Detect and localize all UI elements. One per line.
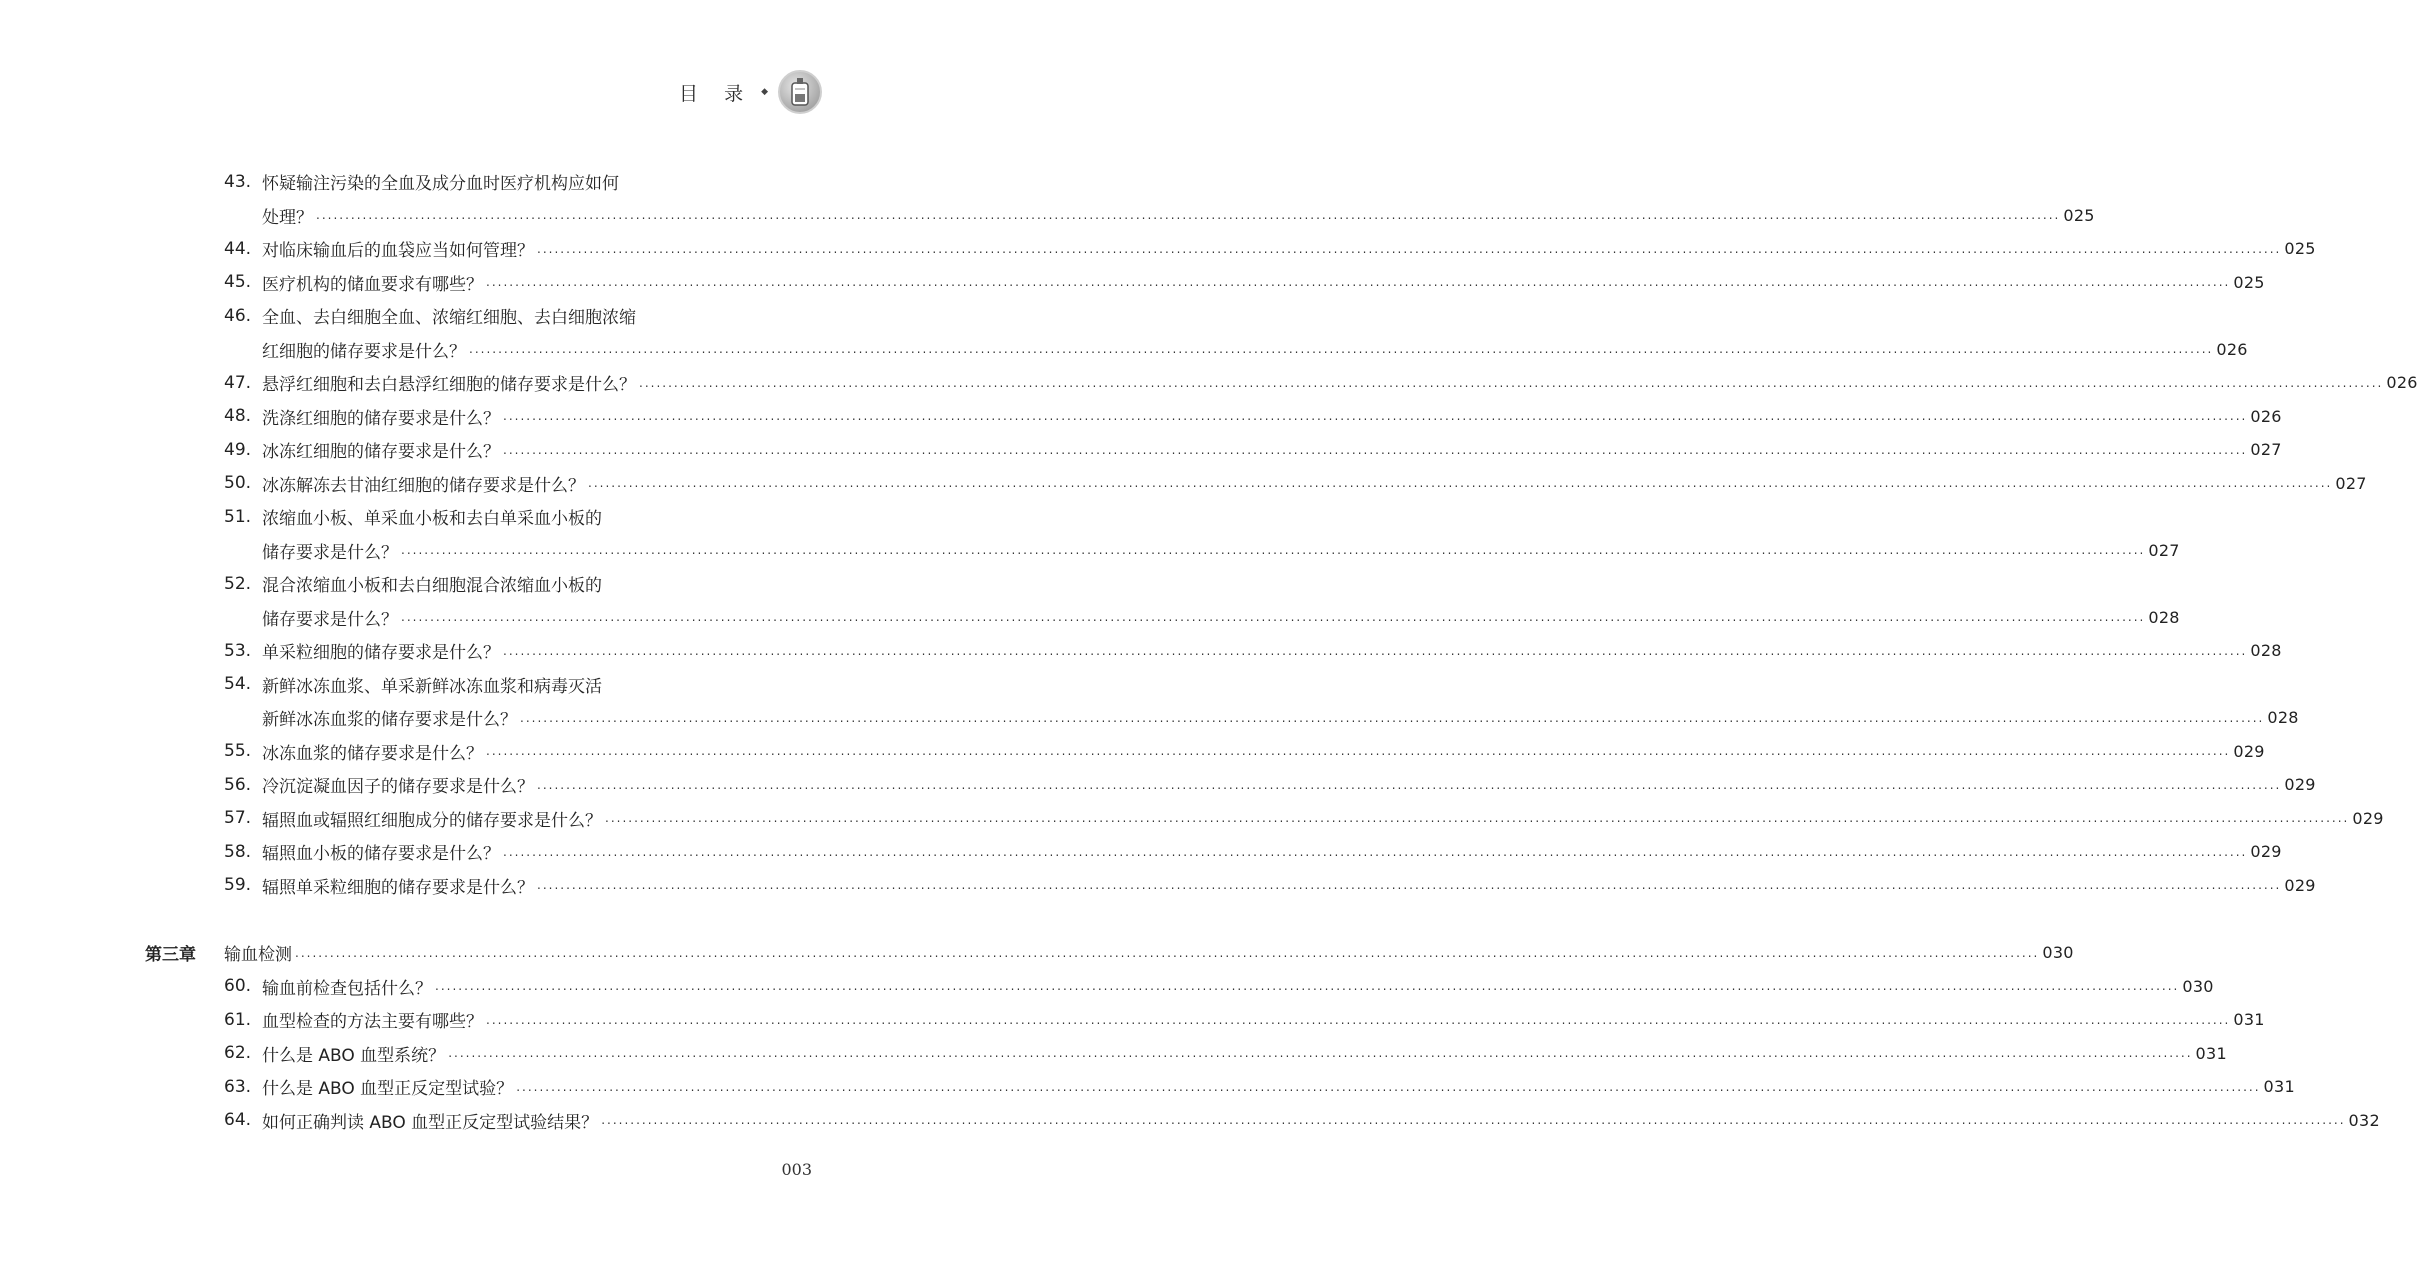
entry-page-number: 030 (2042, 943, 2074, 963)
entry-number: 45. (224, 272, 252, 293)
entry-title: 怀疑输注污染的全血及成分血时医疗机构应如何 (262, 174, 619, 195)
toc-entry-row[interactable] (0, 232, 2316, 266)
dot-leader: ............................................................................................................................................................................................................................................................................................................ (435, 979, 2180, 994)
entry-page-number: 025 (2233, 272, 2265, 292)
entry-title: 冷沉淀凝血因子的储存要求是什么？ (262, 777, 534, 798)
entry-page-number: 032 (2348, 1110, 2380, 1130)
entry-number: 57. (224, 808, 252, 829)
entry-title: 辐照血小板的储存要求是什么？ (262, 844, 500, 865)
entry-number: 60. (224, 976, 252, 997)
dot-leader: ............................................................................................................................................................................................................................................................................................................ (601, 1113, 2346, 1128)
entry-title: 血型检查的方法主要有哪些？ (262, 1012, 483, 1033)
entry-number: 58. (224, 841, 252, 862)
dot-leader: ............................................................................................................................................................................................................................................................................................................ (503, 442, 2248, 457)
entry-page-number: 026 (2386, 373, 2418, 393)
entry-number: 59. (224, 875, 252, 896)
entry-title: 如何正确判读 ABO 血型正反定型试验结果？ (262, 1112, 599, 1133)
dot-leader: ............................................................................................................................................................................................................................................................................................................ (469, 342, 2214, 357)
entry-page-number: 029 (2284, 775, 2316, 795)
entry-page-number: 031 (2263, 1077, 2295, 1097)
entry-title: 冰冻红细胞的储存要求是什么？ (262, 442, 500, 463)
dot-leader: ............................................................................................................................................................................................................................................................................................................ (486, 744, 2231, 759)
dot-leader: ............................................................................................................................................................................................................................................................................................................ (639, 375, 2384, 390)
toc-entry-row[interactable] (0, 534, 2180, 568)
entry-title: 冰冻解冻去甘油红细胞的储存要求是什么？ (262, 475, 585, 496)
entry-page-number: 027 (2335, 473, 2367, 493)
entry-title: 新鲜冰冻血浆的储存要求是什么？ (262, 710, 517, 731)
toc-entry-row[interactable] (0, 735, 2265, 769)
entry-title: 辐照血或辐照红细胞成分的储存要求是什么？ (262, 810, 602, 831)
toc-entry-row[interactable] (0, 500, 900, 534)
entry-title: 辐照单采粒细胞的储存要求是什么？ (262, 877, 534, 898)
entry-page-number: 027 (2148, 540, 2180, 560)
running-header (679, 70, 822, 114)
entry-title: 处理？ (262, 207, 313, 228)
table-of-contents (0, 165, 2418, 1137)
entry-page-number: 028 (2267, 708, 2299, 728)
toc-entry-row[interactable] (0, 333, 2248, 367)
entry-page-number: 029 (2352, 808, 2384, 828)
dot-leader: ............................................................................................................................................................................................................................................................................................................ (448, 1046, 2193, 1061)
entry-title: 全血、去白细胞全血、浓缩红细胞、去白细胞浓缩 (262, 308, 636, 329)
entry-number: 55. (224, 741, 252, 762)
toc-entry-row[interactable] (0, 165, 900, 199)
chapter-title: 输血检测 (224, 945, 292, 966)
entry-number: 46. (224, 305, 252, 326)
toc-entry-row[interactable] (0, 433, 2282, 467)
toc-chapter-row[interactable] (0, 936, 2074, 970)
entry-page-number: 026 (2250, 406, 2282, 426)
dot-leader: ............................................................................................................................................................................................................................................................................................................ (520, 710, 2265, 725)
toc-entry-row[interactable] (0, 1070, 2295, 1104)
toc-entry-row[interactable] (0, 668, 900, 702)
entry-number: 61. (224, 1009, 252, 1030)
toc-entry-row[interactable] (0, 768, 2316, 802)
toc-entry-row[interactable] (0, 1003, 2265, 1037)
entry-title: 输血前检查包括什么？ (262, 978, 432, 999)
entry-title: 什么是 ABO 血型系统？ (262, 1045, 446, 1066)
entry-page-number: 028 (2250, 641, 2282, 661)
toc-entry-row[interactable] (0, 1104, 2380, 1138)
dot-leader: ............................................................................................................................................................................................................................................................................................................ (295, 945, 2040, 960)
entry-title: 红细胞的储存要求是什么？ (262, 341, 466, 362)
section-gap (0, 902, 900, 936)
dot-leader: ............................................................................................................................................................................................................................................................................................................ (537, 878, 2282, 893)
header-title: 目 录 (679, 82, 754, 105)
page-number: 003 (781, 1160, 812, 1179)
toc-entry-row[interactable] (0, 869, 2316, 903)
dot-leader: ............................................................................................................................................................................................................................................................................................................ (605, 811, 2350, 826)
toc-entry-row[interactable] (0, 366, 2418, 400)
entry-title: 冰冻血浆的储存要求是什么？ (262, 743, 483, 764)
dot-leader: ............................................................................................................................................................................................................................................................................................................ (516, 1079, 2261, 1094)
toc-entry-row[interactable] (0, 299, 900, 333)
dot-leader: ............................................................................................................................................................................................................................................................................................................ (486, 1012, 2231, 1027)
entry-number: 62. (224, 1043, 252, 1064)
entry-title: 洗涤红细胞的储存要求是什么？ (262, 408, 500, 429)
entry-title: 新鲜冰冻血浆、单采新鲜冰冻血浆和病毒灭活 (262, 676, 602, 697)
entry-page-number: 027 (2250, 440, 2282, 460)
dot-leader: ............................................................................................................................................................................................................................................................................................................ (401, 610, 2146, 625)
dot-leader: ............................................................................................................................................................................................................................................................................................................ (503, 844, 2248, 859)
toc-entry-row[interactable] (0, 400, 2282, 434)
entry-page-number: 030 (2182, 976, 2214, 996)
entry-page-number: 028 (2148, 607, 2180, 627)
entry-title: 浓缩血小板、单采血小板和去白单采血小板的 (262, 509, 602, 530)
toc-entry-row[interactable] (0, 835, 2282, 869)
entry-title: 对临床输血后的血袋应当如何管理？ (262, 241, 534, 262)
toc-entry-row[interactable] (0, 467, 2367, 501)
dot-leader: ............................................................................................................................................................................................................................................................................................................ (537, 777, 2282, 792)
entry-page-number: 031 (2233, 1010, 2265, 1030)
dot-leader: ............................................................................................................................................................................................................................................................................................................ (401, 543, 2146, 558)
dot-leader: ............................................................................................................................................................................................................................................................................................................ (503, 409, 2248, 424)
toc-entry-row[interactable] (0, 701, 2299, 735)
entry-number: 53. (224, 640, 252, 661)
entry-number: 50. (224, 473, 252, 494)
entry-number: 51. (224, 506, 252, 527)
entry-number: 49. (224, 439, 252, 460)
toc-entry-row[interactable] (0, 601, 2180, 635)
entry-title: 悬浮红细胞和去白悬浮红细胞的储存要求是什么？ (262, 375, 636, 396)
entry-number: 54. (224, 674, 252, 695)
dot-leader: ............................................................................................................................................................................................................................................................................................................ (503, 643, 2248, 658)
toc-entry-row[interactable] (0, 634, 2282, 668)
entry-number: 52. (224, 573, 252, 594)
entry-page-number: 031 (2195, 1043, 2227, 1063)
entry-page-number: 026 (2216, 339, 2248, 359)
entry-title: 储存要求是什么？ (262, 542, 398, 563)
entry-title: 单采粒细胞的储存要求是什么？ (262, 643, 500, 664)
toc-entry-row[interactable] (0, 1037, 2227, 1071)
dot-leader: ............................................................................................................................................................................................................................................................................................................ (537, 241, 2282, 256)
entry-page-number: 025 (2284, 239, 2316, 259)
entry-number: 56. (224, 774, 252, 795)
toc-entry-row[interactable] (0, 567, 900, 601)
toc-entry-row[interactable] (0, 199, 2095, 233)
entry-title: 什么是 ABO 血型正反定型试验？ (262, 1079, 514, 1100)
dot-leader: ............................................................................................................................................................................................................................................................................................................ (588, 476, 2333, 491)
dot-leader: ............................................................................................................................................................................................................................................................................................................ (486, 275, 2231, 290)
entry-page-number: 029 (2250, 842, 2282, 862)
diamond-ornament-icon: ◆ (761, 87, 768, 97)
entry-title: 混合浓缩血小板和去白细胞混合浓缩血小板的 (262, 576, 602, 597)
toc-entry-row[interactable] (0, 970, 2214, 1004)
entry-page-number: 025 (2063, 205, 2095, 225)
entry-number: 48. (224, 406, 252, 427)
chapter-number: 第三章 (145, 945, 196, 966)
entry-number: 47. (224, 372, 252, 393)
entry-page-number: 029 (2284, 875, 2316, 895)
entry-number: 63. (224, 1076, 252, 1097)
entry-number: 43. (224, 171, 252, 192)
blood-bag-badge-icon (778, 70, 822, 114)
entry-number: 44. (224, 238, 252, 259)
toc-entry-row[interactable] (0, 802, 2384, 836)
entry-title: 储存要求是什么？ (262, 609, 398, 630)
entry-title: 医疗机构的储血要求有哪些？ (262, 274, 483, 295)
dot-leader: ............................................................................................................................................................................................................................................................................................................ (316, 208, 2061, 223)
entry-page-number: 029 (2233, 741, 2265, 761)
toc-entry-row[interactable] (0, 266, 2265, 300)
entry-number: 64. (224, 1110, 252, 1131)
